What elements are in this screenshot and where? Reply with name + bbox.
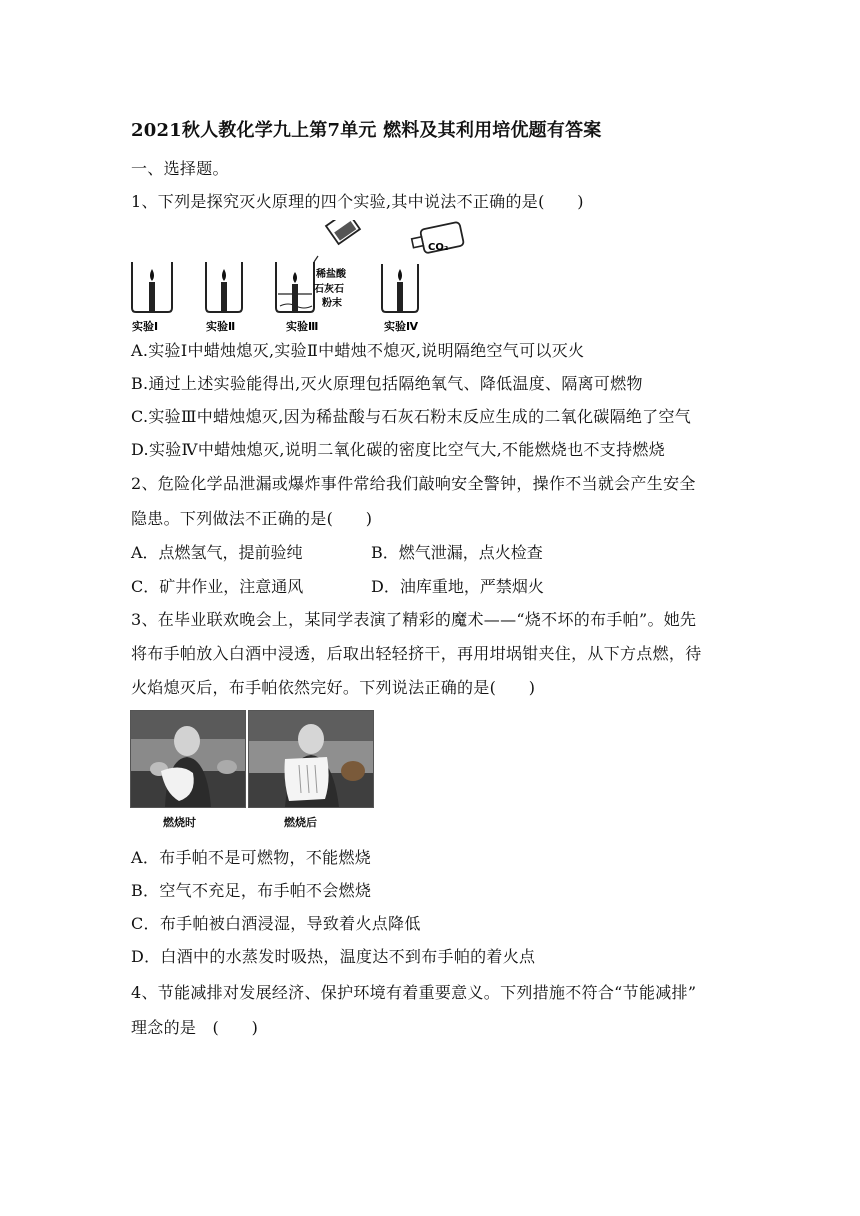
photo-burning [130,710,246,808]
candle-3 [292,284,298,312]
q1-experiment-figure [128,220,468,336]
q1-option-b: B.通过上述实验能得出,灭火原理包括隔绝氧气、降低温度、隔离可燃物 [131,374,643,393]
section-heading: 一、选择题。 [131,159,229,178]
q2-option-d: D．油库重地，严禁烟火 [371,577,544,596]
q2-option-a: A．点燃氢气，提前验纯 [131,543,303,562]
reagent-label-2: 石灰石 [314,284,344,295]
q1-stem: 1、下列是探究灭火原理的四个实验,其中说法不正确的是( ) [131,192,584,211]
q3-option-c: C．布手帕被白酒浸湿，导致着火点降低 [131,914,421,933]
reagent-label-1: 稀盐酸 [316,269,346,280]
q2-options-row-2 [131,574,544,597]
candle-2 [221,282,227,312]
q3-stem-line-1: 3、在毕业联欢晚会上，某同学表演了精彩的魔术——“烧不坏的布手帕”。她先 [131,610,697,629]
q3-option-b: B．空气不充足，布手帕不会燃烧 [131,881,372,900]
candle-1 [149,282,155,312]
q3-stem-line-3: 火焰熄灭后，布手帕依然完好。下列说法正确的是( ) [131,678,536,697]
exp-label-1: 实验Ⅰ [132,320,159,333]
exp-label-4: 实验Ⅳ [384,320,419,333]
q3-stem-line-2: 将布手帕放入白酒中浸透，后取出轻轻挤干，再用坩埚钳夹住，从下方点燃，待 [131,644,702,663]
q3-option-a: A．布手帕不是可燃物，不能燃烧 [131,848,372,867]
caption-burning: 燃烧时 [163,816,196,829]
document-title: 2021秋人教化学九上第7单元 燃料及其利用培优题有答案 [131,120,602,141]
flame-4 [398,269,402,281]
q1-option-d: D.实验Ⅳ中蜡烛熄灭,说明二氧化碳的密度比空气大,不能燃烧也不支持燃烧 [131,440,666,459]
q1-option-a: A.实验Ⅰ中蜡烛熄灭,实验Ⅱ中蜡烛不熄灭,说明隔绝空气可以灭火 [131,341,585,360]
reagent-label-3: 粉末 [322,298,342,309]
q2-stem-line-2: 隐患。下列做法不正确的是( ) [131,509,373,528]
exp-label-2: 实验Ⅱ [206,320,236,333]
q2-option-c: C．矿井作业，注意通风 [131,577,304,596]
candle-4 [397,282,403,312]
q2-stem-line-1: 2、危险化学品泄漏或爆炸事件常给我们敲响安全警钟，操作不当就会产生安全 [131,474,696,493]
q4-stem-line-2: 理念的是 ( ) [131,1018,259,1037]
flame-3 [293,272,297,283]
caption-after-burning: 燃烧后 [284,816,317,829]
q1-option-c: C.实验Ⅲ中蜡烛熄灭,因为稀盐酸与石灰石粉末反应生成的二氧化碳隔绝了空气 [131,407,692,426]
q3-option-d: D．白酒中的水蒸发时吸热，温度达不到布手帕的着火点 [131,947,536,966]
q2-options-row-1 [131,540,543,563]
q2-option-b: B．燃气泄漏，点火检查 [371,543,543,562]
exp-label-3: 实验Ⅲ [286,320,319,333]
flame-2 [222,269,226,281]
q4-stem-line-1: 4、节能减排对发展经济、保护环境有着重要意义。下列措施不符合“节能减排” [131,983,697,1002]
flame-1 [150,269,154,281]
co2-label: CO₂ [428,242,449,253]
photo-after-burning [248,710,374,808]
